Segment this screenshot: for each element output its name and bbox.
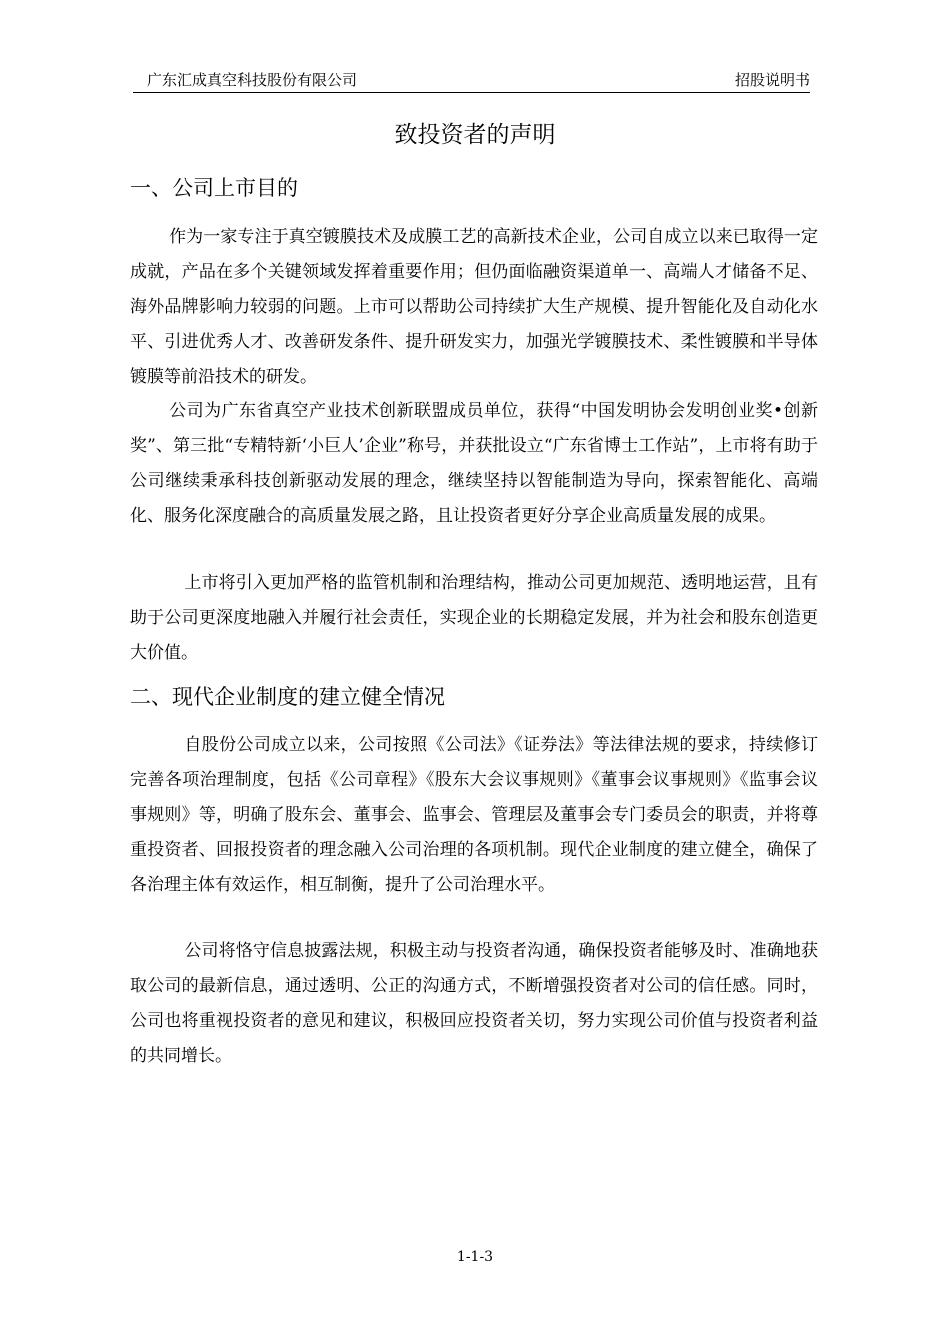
page-number: 1-1-3 bbox=[456, 1249, 494, 1265]
section-heading-corporate-governance: 二、现代企业制度的建立健全情况 bbox=[130, 685, 445, 709]
paragraph-listing-purpose-2: 公司为广东省真空产业技术创新联盟成员单位，获得“中国发明协会发明创业奖•创新奖”、第三批“专精特新‘小巨人’企业”称号，并获批设立“广东省博士工作站”，上市将有助于公司继续秉承科技创新驱动发展的理念，继续坚持以智能制造为导向，探索智能化、高端化、服务化深度融合的高质量发展之路，且让投资者更好分享企业高质量发展的成果。 bbox=[130, 401, 818, 526]
page-header bbox=[133, 68, 810, 93]
paragraph-corporate-governance-2: 公司将恪守信息披露法规，积极主动与投资者沟通，确保投资者能够及时、准确地获取公司的最新信息，通过透明、公正的沟通方式，不断增强投资者对公司的信任感。同时，公司也将重视投资者的意见和建议，积极回应投资者关切，努力实现公司价值与投资者利益的共同增长。 bbox=[130, 941, 818, 1066]
paragraph-corporate-governance-1: 自股份公司成立以来，公司按照《公司法》《证券法》等法律法规的要求，持续修订完善各项治理制度，包括《公司章程》《股东大会议事规则》《董事会议事规则》《监事会议事规则》等，明确了股东会、董事会、监事会、管理层及董事会专门委员会的职责，并将尊重投资者、回报投资者的理念融入公司治理的各项机制。现代企业制度的建立健全，确保了各治理主体有效运作，相互制衡，提升了公司治理水平。 bbox=[130, 735, 818, 895]
paragraph-listing-purpose-1: 作为一家专注于真空镀膜技术及成膜工艺的高新技术企业，公司自成立以来已取得一定成就，产品在多个关键领域发挥着重要作用；但仍面临融资渠道单一、高端人才储备不足、海外品牌影响力较弱的问题。上市可以帮助公司持续扩大生产规模、提升智能化及自动化水平、引进优秀人才、改善研发条件、提升研发实力，加强光学镀膜技术、柔性镀膜和半导体镀膜等前沿技术的研发。 bbox=[130, 227, 818, 387]
document-title: 致投资者的声明 bbox=[394, 122, 556, 148]
header-document-type: 招股说明书 bbox=[734, 71, 810, 89]
section-heading-listing-purpose: 一、公司上市目的 bbox=[130, 176, 298, 200]
paragraph-listing-purpose-3: 上市将引入更加严格的监管机制和治理结构，推动公司更加规范、透明地运营，且有助于公司更深度地融入并履行社会责任，实现企业的长期稳定发展，并为社会和股东创造更大价值。 bbox=[130, 573, 818, 663]
header-company-name: 广东汇成真空科技股份有限公司 bbox=[147, 71, 358, 89]
